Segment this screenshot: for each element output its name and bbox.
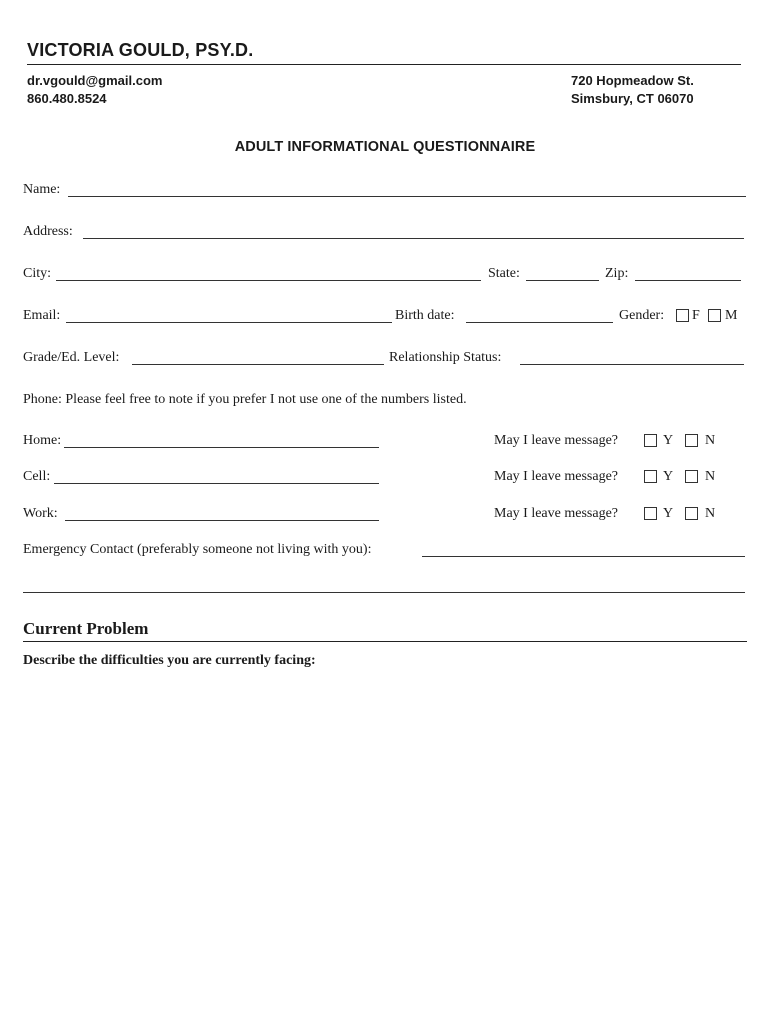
home-phone-label: Home: — [23, 433, 62, 448]
email-label: Email: — [23, 308, 61, 323]
birth-date-field[interactable] — [466, 322, 613, 323]
cell-message-yes-label: Y — [663, 469, 674, 484]
relationship-label: Relationship Status: — [389, 350, 502, 365]
home-message-label: May I leave message? — [494, 433, 618, 448]
contact-left — [27, 72, 162, 108]
gender-label: Gender: — [619, 308, 665, 323]
gender-m-label: M — [725, 308, 738, 323]
home-message-no-checkbox[interactable] — [685, 434, 698, 447]
section-divider — [23, 641, 747, 642]
work-message-yes-label: Y — [663, 506, 674, 521]
zip-label: Zip: — [605, 266, 629, 281]
work-phone-label: Work: — [23, 506, 58, 521]
address-label: Address: — [23, 224, 73, 239]
work-phone-field[interactable] — [65, 520, 379, 521]
work-message-no-label: N — [705, 506, 716, 521]
work-message-no-checkbox[interactable] — [685, 507, 698, 520]
home-message-yes-label: Y — [663, 433, 674, 448]
gender-m-checkbox[interactable] — [708, 309, 721, 322]
phone-note: Phone: Please feel free to note if you prefer I not use one of the numbers listed. — [23, 392, 467, 407]
work-message-yes-checkbox[interactable] — [644, 507, 657, 520]
cell-message-no-checkbox[interactable] — [685, 470, 698, 483]
home-message-no-label: N — [705, 433, 716, 448]
emergency-contact-field-line-2[interactable] — [23, 592, 745, 593]
section-title-current-problem: Current Problem — [23, 619, 149, 638]
form-title: ADULT INFORMATIONAL QUESTIONNAIRE — [234, 139, 536, 155]
zip-field[interactable] — [635, 280, 741, 281]
cell-message-no-label: N — [705, 469, 716, 484]
doctor-name: VICTORIA GOULD, PSY.D. — [27, 40, 254, 60]
relationship-field[interactable] — [520, 364, 744, 365]
home-message-yes-checkbox[interactable] — [644, 434, 657, 447]
current-problem-prompt: Describe the difficulties you are currently facing: — [23, 653, 316, 668]
home-phone-field[interactable] — [64, 447, 379, 448]
doctor-phone: 860.480.8524 — [27, 91, 107, 106]
gender-f-label: F — [692, 308, 700, 323]
city-label: City: — [23, 266, 52, 281]
contact-right — [571, 72, 694, 108]
grade-label: Grade/Ed. Level: — [23, 350, 120, 365]
state-field[interactable] — [526, 280, 599, 281]
header-divider — [27, 64, 741, 65]
email-field[interactable] — [66, 322, 392, 323]
birth-date-label: Birth date: — [395, 308, 455, 323]
address-line-2: Simsbury, CT 06070 — [571, 91, 694, 106]
name-label: Name: — [23, 182, 61, 197]
name-field[interactable] — [68, 196, 746, 197]
cell-message-label: May I leave message? — [494, 469, 618, 484]
cell-phone-field[interactable] — [54, 483, 379, 484]
grade-field[interactable] — [132, 364, 384, 365]
state-label: State: — [488, 266, 520, 281]
doctor-email: dr.vgould@gmail.com — [27, 73, 163, 88]
gender-f-checkbox[interactable] — [676, 309, 689, 322]
work-message-label: May I leave message? — [494, 506, 618, 521]
cell-message-yes-checkbox[interactable] — [644, 470, 657, 483]
address-line-1: 720 Hopmeadow St. — [571, 73, 694, 88]
emergency-contact-label: Emergency Contact (preferably someone not living with you): — [23, 542, 372, 557]
cell-phone-label: Cell: — [23, 469, 51, 484]
address-field[interactable] — [83, 238, 744, 239]
city-field[interactable] — [56, 280, 481, 281]
emergency-contact-field[interactable] — [422, 556, 745, 557]
